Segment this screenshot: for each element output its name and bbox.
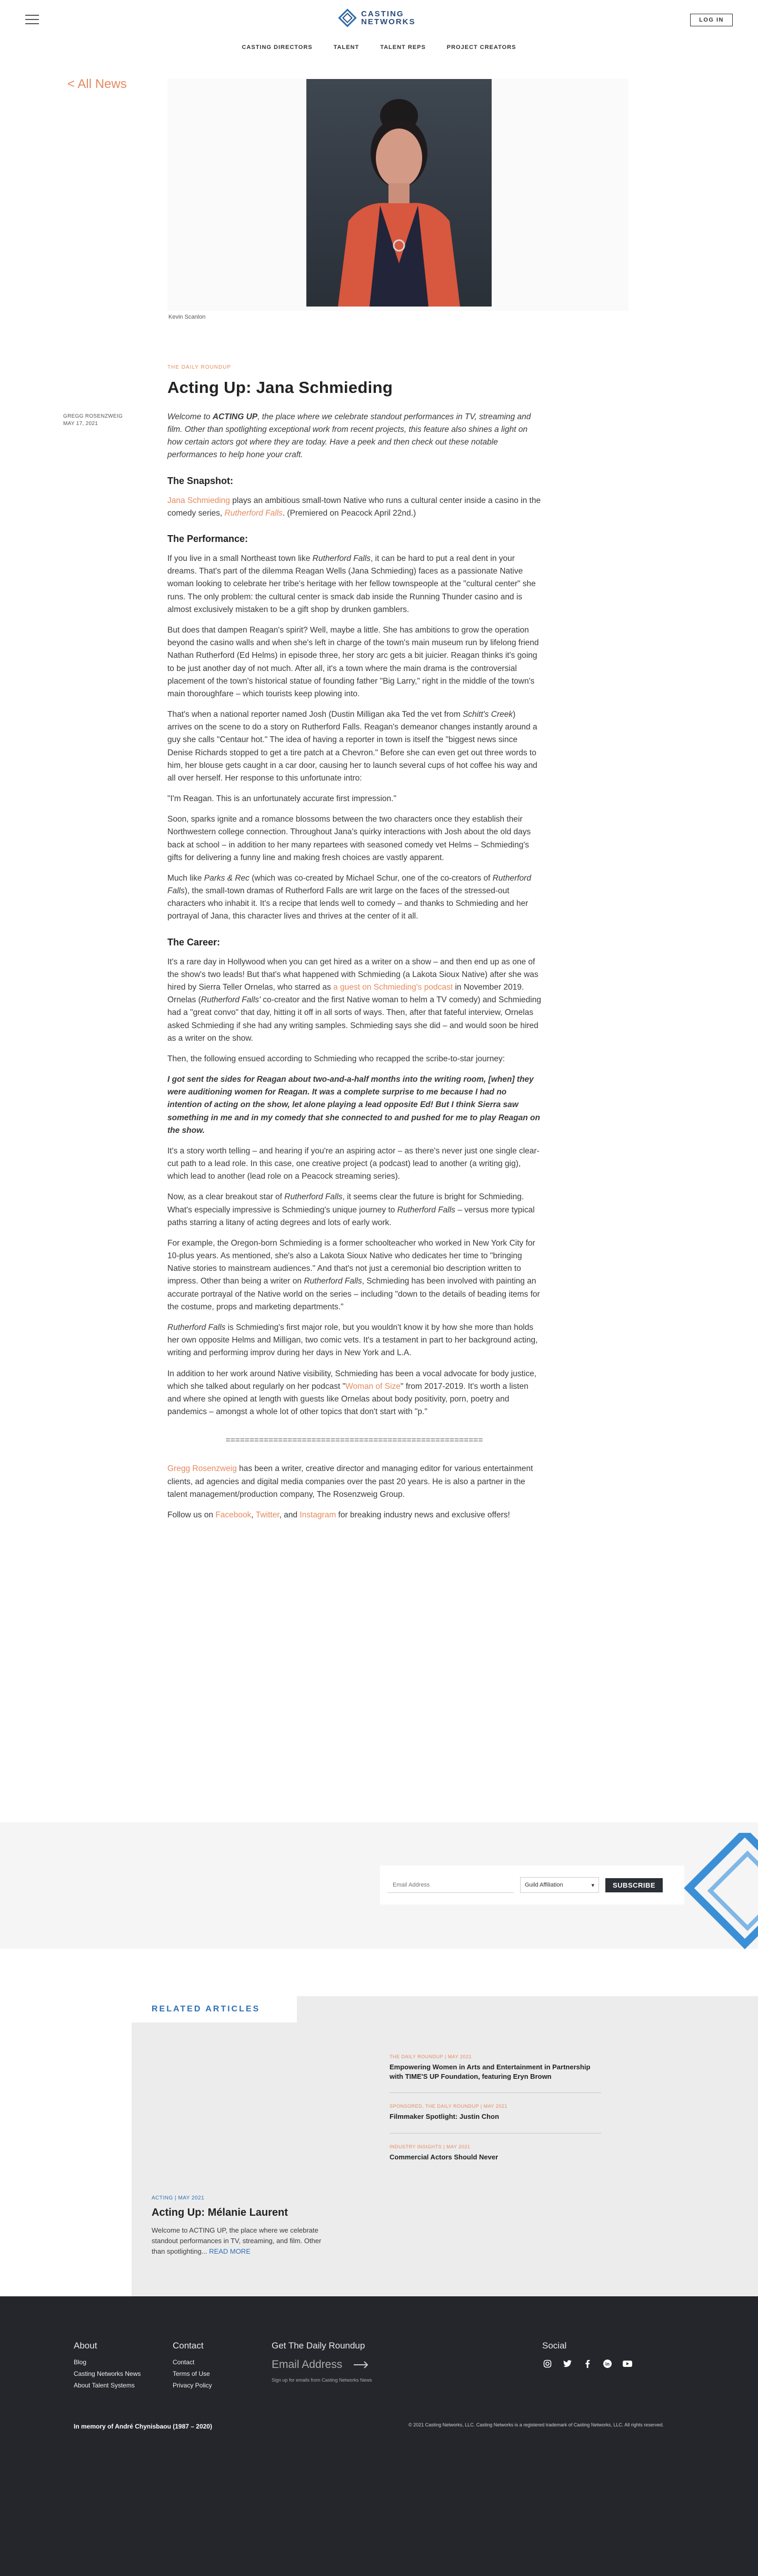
paragraph: That's when a national reporter named Josh (Dustin Milligan aka Ted the vet from Schitt's Creek) arrives on the scene to do a story on Rutherford Falls. Reagan's demeanor changes instantly around a guy she calls "Centaur hot." The idea of having a reporter in town is itself the "biggest news since Denise Richards stopped to get a tire patch at a Chevron." Before she can even get out three words to him, her blouse gets caught in a car door, causing her to launch several cups of hot coffee his way and all over herself. Her response to this unfortunate intro:: [167, 710, 537, 783]
site-header: [0, 0, 758, 37]
twitter-icon[interactable]: [562, 2358, 573, 2369]
podcast-link[interactable]: a guest on Schmieding's podcast: [333, 983, 453, 992]
related-item[interactable]: THE DAILY ROUNDUP | MAY 2021 Empowering Women in Arts and Entertainment in Partnership with TIME'S UP Foundation, featuring Eryn Brown: [390, 2044, 601, 2093]
footer-newsletter: Get The Daily Roundup Email Address Sign up for emails from Casting Networks News: [272, 2341, 372, 2383]
follow-us: Follow us on Facebook, Twitter, and Instagram for breaking industry news and exclusive offers!: [167, 1510, 510, 1519]
instagram-link[interactable]: Instagram: [300, 1510, 336, 1519]
hero-photo: [306, 79, 492, 307]
heading-career: The Career:: [167, 936, 221, 948]
paragraph: Much like Parks & Rec (which was co-created by Michael Schur, one of the co-creators of Rutherford Falls), the small-town dramas of Rutherford Falls are writ large on the faces of the stressed-out characters who inhabit it. It's a recipe that lends well to comedy – and thanks to Schmieding and her portrayal of Jana, this character lives and thrives at the center of it all.: [167, 873, 531, 921]
linkedin-icon[interactable]: [602, 2358, 613, 2369]
divider: ======================================================: [225, 1436, 483, 1445]
related-main-excerpt: Welcome to ACTING UP, the place where we celebrate standout performances in TV, streaming, and film. Other than spotlighting... READ MORE: [152, 2226, 322, 2255]
instagram-icon[interactable]: [542, 2358, 553, 2369]
related-main-meta: ACTING | MAY 2021: [152, 2195, 205, 2201]
read-more-link[interactable]: READ MORE: [209, 2247, 251, 2255]
footer-link-privacy[interactable]: Privacy Policy: [173, 2382, 212, 2389]
guild-affiliation-select[interactable]: Guild Affiliation ▾: [520, 1877, 599, 1893]
nav-casting-directors[interactable]: CASTING DIRECTORS: [242, 44, 313, 51]
related-main-title[interactable]: Acting Up: Mélanie Laurent: [152, 2206, 288, 2218]
logo-text: CASTING NETWORKS: [361, 9, 416, 26]
article-category[interactable]: THE DAILY ROUNDUP: [167, 364, 232, 370]
paragraph: Now, as a clear breakout star of Rutherford Falls, it seems clear the future is bright for Schmieding. What's especially impressive is Schmieding's unique journey to Rutherford Falls – versus more typical paths starring a litany of acting degrees and lots of early work.: [167, 1192, 535, 1227]
paragraph: If you live in a small Northeast town like Rutherford Falls, it can be hard to put a real dent in your dreams. That's part of the dilemma Reagan Wells (Jana Schmieding) faces as a passionate Native woman looking to celebrate her tribe's heritage with her fellow townspeople at the "cultural center" she runs. The only problem: the cultural center is smack dab inside the Running Thunder casino and is almost exclusively mistaken to be a gift shop by drunken gamblers.: [167, 554, 536, 614]
site-footer: [0, 2296, 758, 2576]
photo-caption: Kevin Scanlon: [168, 314, 206, 320]
author-link[interactable]: Gregg Rosenzweig: [167, 1464, 237, 1474]
subscribe-button[interactable]: SUBSCRIBE: [605, 1878, 663, 1892]
article-title: Acting Up: Jana Schmieding: [167, 378, 393, 397]
subscribe-email-input[interactable]: [387, 1877, 514, 1893]
paragraph: It's a rare day in Hollywood when you can get hired as a writer on a show – and then end up as one of the show's two leads! But that's what happened with Schmieding (a Lakota Sioux Native) after she was hired by Sierra Teller Ornelas, who starred as a guest on Schmieding's podcast in November 2019. Ornelas (Rutherford Falls' co-creator and the first Native woman to helm a TV comedy) and Schmieding had a "great convo" that day, hitting it off in all sorts of ways. Then, after that fateful interview, Ornelas asked Schmieding if she had any writing samples. Schmieding says she did – and would soon be hired as a writer on the show.: [167, 957, 541, 1043]
paragraph: Rutherford Falls is Schmieding's first major role, but you wouldn't know it by how she more than holds her own opposite Helms and Milligan, two comic vets. It's a testament in part to her background acting, writing and performing improv during her days in New York and L.A.: [167, 1322, 538, 1358]
nav-project-creators[interactable]: PROJECT CREATORS: [446, 44, 516, 51]
twitter-link[interactable]: Twitter: [255, 1510, 280, 1519]
article-author: GREGG ROSENZWEIG: [63, 413, 123, 419]
facebook-link[interactable]: Facebook: [215, 1510, 252, 1519]
copyright: © 2021 Casting Networks, LLC. Casting Networks is a registered trademark of Casting Networks, LLC. All rights reserved.: [408, 2422, 664, 2427]
site-logo[interactable]: [337, 7, 416, 28]
footer-email-input[interactable]: Email Address: [272, 2358, 343, 2371]
paragraph: For example, the Oregon-born Schmieding is a former schoolteacher who worked in New York City for 10-plus years. As mentioned, she's also a Lakota Sioux Native who dedicates her time to "bringing Native stories to mainstream audiences." And that's not just a ceremonial bio description written to impress. Other than being a writer on Rutherford Falls, Schmieding has been involved with painting an accurate portrayal of the Native world on the series – including "down to the details of beading items for the costume, props and marketing departments.": [167, 1238, 540, 1311]
subscribe-form: [380, 1866, 684, 1904]
jana-link[interactable]: Jana Schmieding: [167, 496, 230, 505]
author-bio: Gregg Rosenzweig has been a writer, creative director and managing editor for various entertainment clients, ad agencies and digital media companies over the past 20 years. He is also a partner in the talent management/production company, The Rosenzweig Group.: [167, 1464, 533, 1499]
heading-performance: The Performance:: [167, 534, 248, 545]
arrow-right-icon[interactable]: [354, 2361, 368, 2368]
footer-link-terms[interactable]: Terms of Use: [173, 2370, 210, 2377]
show-link[interactable]: Rutherford Falls: [224, 508, 283, 518]
paragraph: It's a story worth telling – and hearing if you're an aspiring actor – as there's never just one single clear-cut path to a lead role. In this case, one creative project (a podcast) lead to another (a writing gig), which lead to another (lead role on a Peacock streaming series).: [167, 1146, 540, 1181]
article-intro: Welcome to ACTING UP, the place where we celebrate standout performances in TV, streaming and film. Other than spotlighting exceptional work from recent projects, this feature also shines a light on how certain actors got where they are today. Have a peek and then check out these notable performances to help hone your craft.: [167, 412, 531, 460]
woman-of-size-link[interactable]: Woman of Size: [345, 1381, 401, 1391]
footer-social: Social in: [542, 2341, 633, 2369]
chevron-left-icon: <: [67, 77, 78, 91]
paragraph-snapshot: Jana Schmieding plays an ambitious small-town Native who runs a cultural center inside a casino in the comedy series, Rutherford Falls. (Premiered on Peacock April 22nd.): [167, 496, 541, 518]
footer-link-talent-systems[interactable]: About Talent Systems: [74, 2382, 135, 2389]
back-to-news-link[interactable]: < All News: [67, 77, 127, 91]
memorial-note: In memory of André Chynisbaou (1987 – 2020): [74, 2423, 212, 2430]
paragraph: In addition to her work around Native visibility, Schmieding has been a vocal advocate for body justice, which she talked about regularly on her podcast "Woman of Size" from 2017-2019. It's worth a listen and where she opined at length with guests like Ornelas about body positivity, porn, poetry and pandemics – amongst a whole lot of other topics that don't start with "p.": [167, 1369, 537, 1417]
footer-contact: Contact Contact Terms of Use Privacy Policy: [173, 2341, 212, 2389]
svg-text:in: in: [605, 2361, 610, 2367]
article-date: MAY 17, 2021: [63, 421, 98, 427]
footer-link-blog[interactable]: Blog: [74, 2358, 87, 2366]
paragraph: But does that dampen Reagan's spirit? Well, maybe a little. She has ambitions to grow the operation beyond the casino walls and when she's left in charge of the town's main museum run by lifelong friend Nathan Rutherford (Ed Helms) in episode three, her story arc gets a bit juicier. Reagan thinks it's going to be just another day of not much. After all, it's a town where the main drama is the controversial placement of the town's historical statue of founding father "Big Larry," right in the middle of the town's main thoroughfare – which tourists keep plowing into.: [167, 626, 539, 698]
pull-quote: I got sent the sides for Reagan about two-and-a-half months into the writing room, [when] they were auditioning women for Reagan. It was a complete surprise to me because I had no intention of acting on the show, let alone playing a lead opposite Ed! But I think Sierra saw something in me and in my comedy that she connected to and pushed for me to play Reagan on the show.: [167, 1075, 540, 1135]
menu-icon[interactable]: [25, 15, 39, 24]
footer-about: About Blog Casting Networks News About Talent Systems: [74, 2341, 141, 2389]
nav-talent[interactable]: TALENT: [333, 44, 360, 51]
chevron-down-icon: ▾: [591, 1882, 594, 1889]
related-main-article[interactable]: [152, 2194, 331, 2257]
paragraph: Soon, sparks ignite and a romance blossoms between the two characters once they establish their Northwestern college connection. Throughout Jana's quirky interactions with Josh about the old days back at school – in addition to her many repartees with seasoned comedy vet Helms – Schmieding's gifts for delivering a funny line and making fresh choices are vastly apparent.: [167, 815, 531, 862]
logo-diamond-icon: [337, 7, 358, 28]
nav-talent-reps[interactable]: TALENT REPS: [380, 44, 426, 51]
article-body: [167, 363, 541, 1529]
footer-link-contact[interactable]: Contact: [173, 2358, 195, 2366]
facebook-icon[interactable]: [582, 2358, 593, 2369]
related-item[interactable]: INDUSTRY INSIGHTS | MAY 2021 Commercial Actors Should Never: [390, 2144, 498, 2161]
article-meta: [63, 413, 123, 428]
related-item[interactable]: SPONSORED, THE DAILY ROUNDUP | MAY 2021 Filmmaker Spotlight: Justin Chon: [390, 2093, 601, 2134]
related-articles-heading: RELATED ARTICLES: [132, 1996, 297, 2022]
paragraph: Then, the following ensued according to Schmieding who recapped the scribe-to-star journey:: [167, 1054, 505, 1063]
related-side-list: [390, 2044, 601, 2173]
paragraph: "I'm Reagan. This is an unfortunately accurate first impression.": [167, 794, 396, 804]
heading-snapshot: The Snapshot:: [167, 475, 233, 486]
footer-link-news[interactable]: Casting Networks News: [74, 2370, 141, 2377]
login-button[interactable]: LOG IN: [690, 14, 733, 26]
youtube-icon[interactable]: [622, 2358, 633, 2369]
main-nav: [0, 37, 758, 58]
